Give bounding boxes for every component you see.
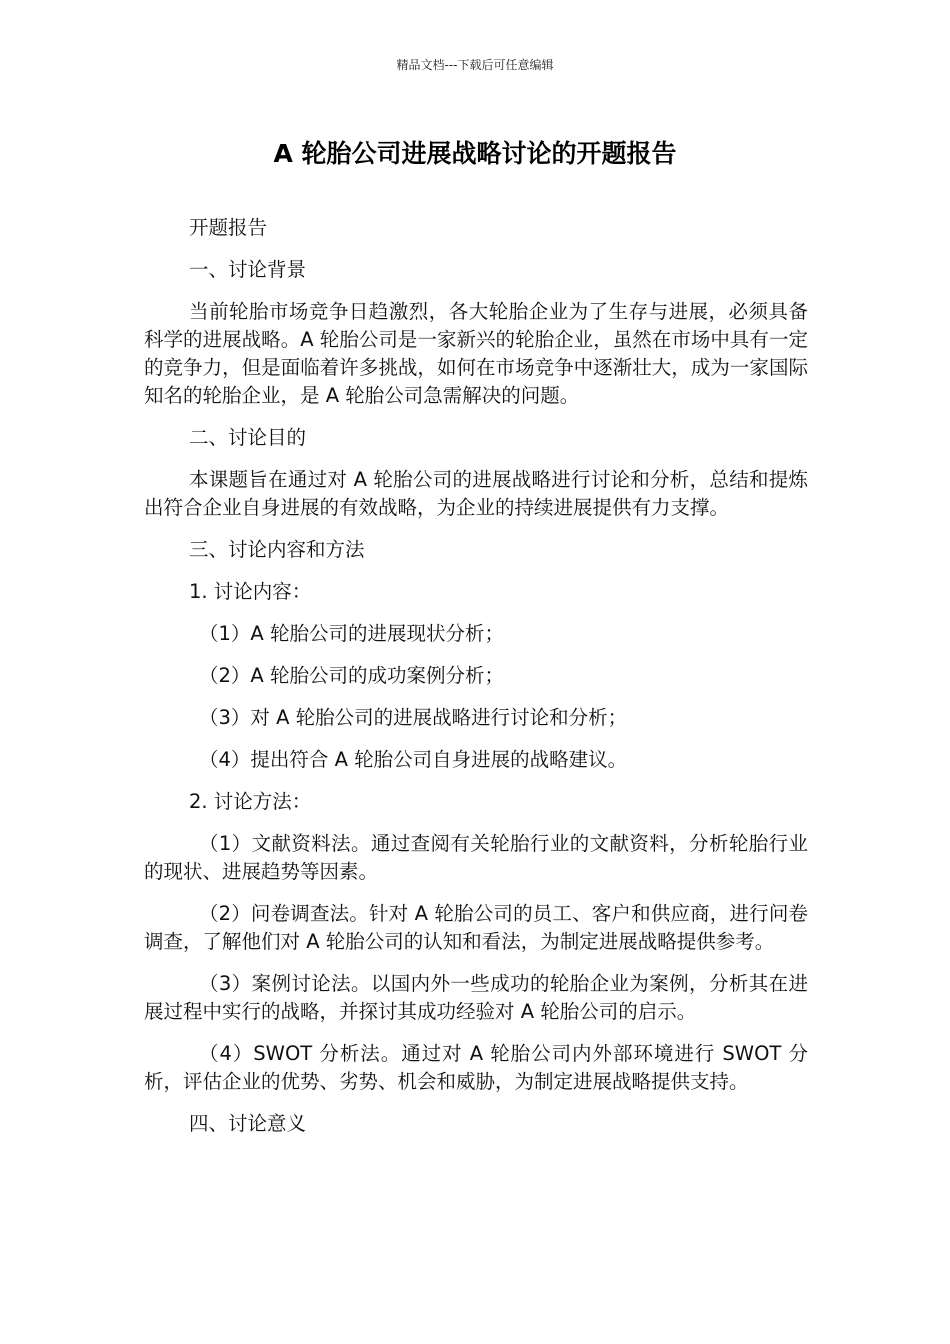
paragraph-purpose: 本课题旨在通过对 A 轮胎公司的进展战略进行讨论和分析，总结和提炼出符合企业自身进展的有效战略，为企业的持续进展提供有力支撑。 (144, 468, 808, 519)
header-note: 精品文档---下载后可任意编辑 (396, 58, 554, 72)
list-item: （4）提出符合 A 轮胎公司自身进展的战略建议。 (199, 748, 628, 771)
list-item: （2）A 轮胎公司的成功案例分析； (199, 664, 504, 687)
document-title: A 轮胎公司进展战略讨论的开题报告 (273, 139, 677, 168)
subheading-method: 2. 讨论方法： (189, 790, 312, 813)
heading-purpose: 二、讨论目的 (189, 426, 307, 449)
heading-report: 开题报告 (189, 216, 268, 239)
heading-background: 一、讨论背景 (189, 258, 307, 281)
document-body (144, 214, 808, 1152)
subheading-content: 1. 讨论内容： (189, 580, 312, 603)
heading-content-method: 三、讨论内容和方法 (189, 538, 365, 561)
heading-significance: 四、讨论意义 (189, 1112, 307, 1135)
method-paragraph: （2）问卷调查法。针对 A 轮胎公司的员工、客户和供应商，进行问卷调查，了解他们对 A 轮胎公司的认知和看法，为制定进展战略提供参考。 (144, 902, 808, 953)
method-paragraph: （1）文献资料法。通过查阅有关轮胎行业的文献资料，分析轮胎行业的现状、进展趋势等因素。 (144, 832, 808, 883)
method-paragraph: （4）SWOT 分析法。通过对 A 轮胎公司内外部环境进行 SWOT 分析，评估企业的优势、劣势、机会和威胁，为制定进展战略提供支持。 (144, 1042, 808, 1093)
list-item: （1）A 轮胎公司的进展现状分析； (199, 622, 504, 645)
paragraph-background: 当前轮胎市场竞争日趋激烈，各大轮胎企业为了生存与进展，必须具备科学的进展战略。A 轮胎公司是一家新兴的轮胎企业，虽然在市场中具有一定的竞争力，但是面临着许多挑战，如何在市场竞争中逐渐壮大，成为一家国际知名的轮胎企业，是 A 轮胎公司急需解决的问题。 (144, 300, 808, 407)
list-item: （3）对 A 轮胎公司的进展战略进行讨论和分析； (199, 706, 628, 729)
method-paragraph: （3）案例讨论法。以国内外一些成功的轮胎企业为案例，分析其在进展过程中实行的战略，并探讨其成功经验对 A 轮胎公司的启示。 (144, 972, 808, 1023)
